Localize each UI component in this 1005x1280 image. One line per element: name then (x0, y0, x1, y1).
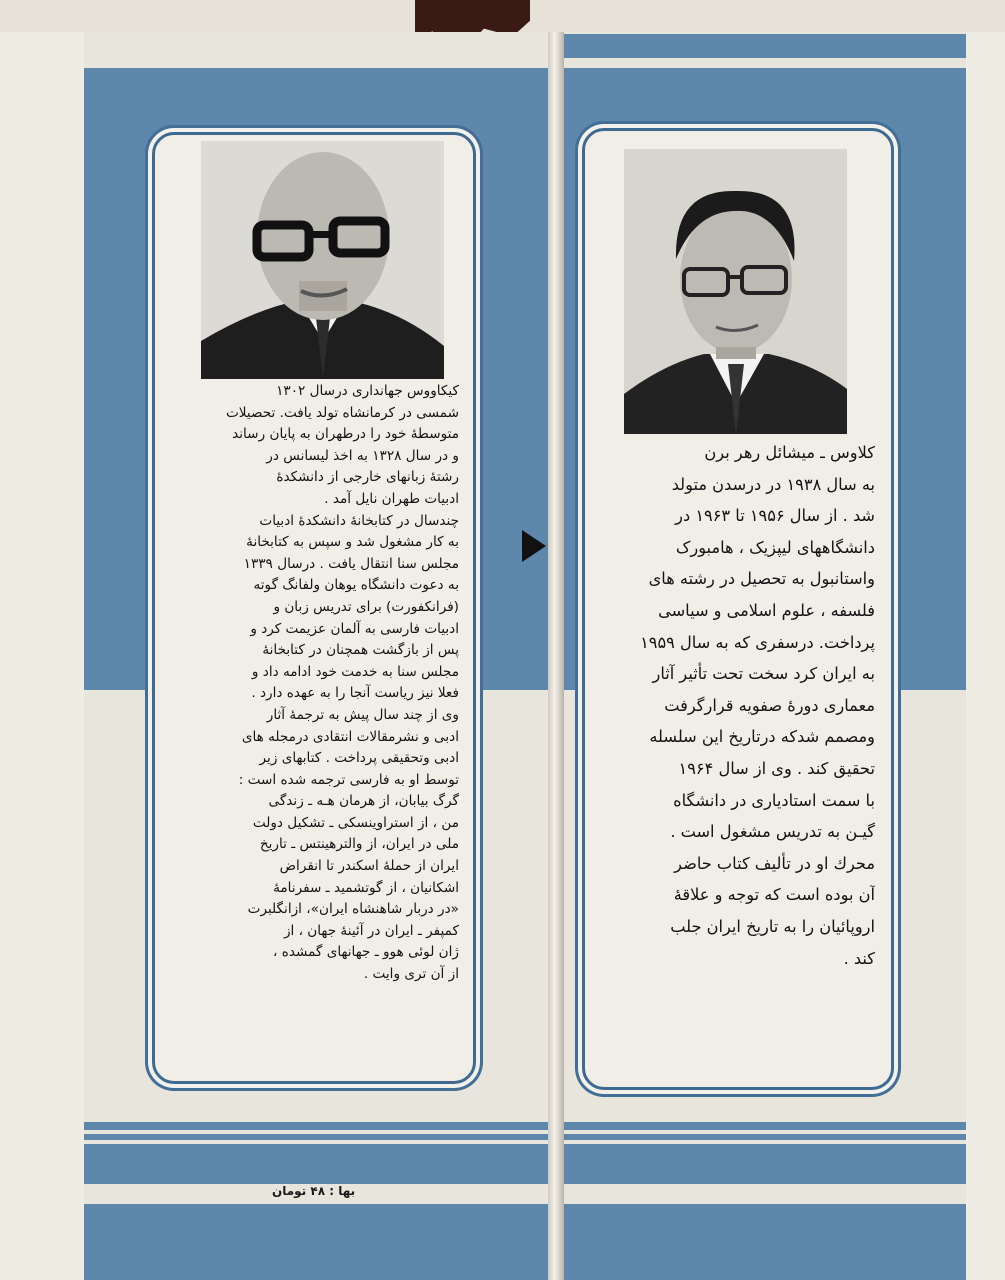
bio-line: (فرانکفورت) برای تدریس زبان و (273, 598, 459, 615)
bio-line: ژان لوئی هوو ـ جهانهای گمشده ، (272, 944, 459, 961)
bio-line: به سال ۱۹۳۸ در درسدن متولد (671, 474, 875, 494)
bio-line: با سمت استادیاری در دانشگاه (673, 790, 875, 810)
bio-line: به ایران کرد سخت تحت تأثیر آثار (652, 664, 875, 684)
bio-line: آن بوده است که توجه و علاقهٔ (673, 885, 875, 905)
bio-line: متوسطهٔ خود را درطهران به پایان رساند (232, 426, 459, 443)
blue-stripe (84, 1144, 556, 1184)
bio-line: کمپفر ـ ایران در آئینهٔ جهان ، از (283, 922, 459, 939)
blue-band-bottom (556, 1204, 966, 1280)
blue-stripe (556, 1122, 966, 1130)
bio-line: شمسی در کرمانشاه تولد یافت. تحصیلات (225, 404, 459, 421)
bio-line: من ، از استراوینسکی ـ تشکیل دولت (252, 814, 459, 831)
bio-line: دانشگاههای لیپزیک ، هامبورک (675, 537, 875, 557)
price-label: بها : ۴۸ تومان (272, 1184, 356, 1198)
bio-line: ادبیات فارسی به آلمان عزیمت کرد و (250, 620, 459, 637)
page-fold (548, 32, 564, 1280)
bio-line: فلسفه ، علوم اسلامی و سیاسی (658, 600, 875, 620)
portrait-photo-icon (201, 141, 444, 379)
bio-line: کلاوس ـ میشائل رهر برن (704, 443, 875, 462)
portrait-photo-icon (624, 149, 847, 434)
bio-text (173, 381, 459, 986)
bio-line: چندسال در کتابخانهٔ دانشکدهٔ ادبیات (259, 512, 459, 529)
bio-line: کند . (843, 948, 875, 968)
bio-line: ملی در ایران، از والترهینتس ـ تاریخ (259, 836, 459, 853)
bio-line: شد . از سال ۱۹۵۶ تا ۱۹۶۳ در (675, 506, 875, 526)
bio-line: ادبیات طهران نایل آمد . (324, 490, 459, 507)
bio-line: مجلس سنا انتقال یافت . درسال ۱۳۳۹ (243, 555, 459, 572)
bio-line: اشکانیان ، از گوتشمید ـ سفرنامهٔ (273, 879, 459, 896)
bio-line: ادبی وتحقیقی پرداخت . کتابهای زیر (259, 750, 459, 767)
bio-line: ادبی و نشرمقالات انتقادی درمجله های (241, 728, 459, 745)
bio-line: و در سال ۱۳۲۸ به اخذ لیسانس در (266, 447, 459, 464)
bio-line: ومصمم شدکه درتاریخ این سلسله (649, 727, 875, 747)
profile-card-left (152, 132, 476, 1084)
bio-line: پرداخت. درسفری که به سال ۱۹۵۹ (640, 632, 875, 652)
bio-line: توسط او به فارسی ترجمه شده است : (238, 771, 459, 788)
bio-line: معماری دورهٔ صفویه قرارگرفت (664, 695, 875, 715)
blue-band-bottom (84, 1204, 556, 1280)
profile-card-right (582, 128, 894, 1090)
bio-text (603, 437, 875, 974)
bio-line: به کار مشغول شد و سپس به کتابخانهٔ (246, 534, 459, 551)
bio-line: رشتهٔ زبانهای خارجی از دانشکدهٔ (276, 469, 459, 486)
blue-stripe (84, 1134, 556, 1140)
blue-band-top (556, 34, 966, 58)
blue-stripe (556, 1144, 966, 1184)
blue-stripe (84, 1122, 556, 1130)
fold-notch (522, 530, 546, 562)
bio-line: مجلس سنا به خدمت خود ادامه داد و (251, 663, 459, 680)
bio-line: فعلا نیز ریاست آنجا را به عهده دارد . (251, 685, 459, 702)
bio-line: کیکاووس جهانداری درسال ۱۳۰۲ (276, 383, 459, 399)
bio-line: پس از بازگشت همچنان در کتابخانهٔ (262, 642, 459, 659)
bio-line: واستانبول به تحصیل در رشته های (648, 569, 875, 589)
bio-line: به دعوت دانشگاه یوهان ولفانگ گوته (253, 577, 459, 594)
bio-line: گرگ بیابان، از هرمان هـه ـ زندگی (268, 793, 459, 810)
bio-line: اروپائیان را به تاریخ ایران جلب (670, 916, 875, 936)
bio-line: محرك او در تألیف کتاب حاضر (674, 853, 875, 873)
bio-line: گیـن به تدریس مشغول است . (670, 822, 875, 842)
bio-line: ایران از حملهٔ اسکندر تا انقراض (279, 858, 459, 875)
bio-line: تحقیق کند . وی از سال ۱۹۶۴ (678, 758, 875, 778)
bio-line: از آن تری وایت . (363, 966, 459, 983)
blue-stripe (556, 1134, 966, 1140)
bio-line: «در دربار شاهنشاه ایران»، ازانگلبرت (247, 901, 459, 918)
bio-line: وی از چند سال پیش به ترجمهٔ آثار (266, 706, 459, 723)
